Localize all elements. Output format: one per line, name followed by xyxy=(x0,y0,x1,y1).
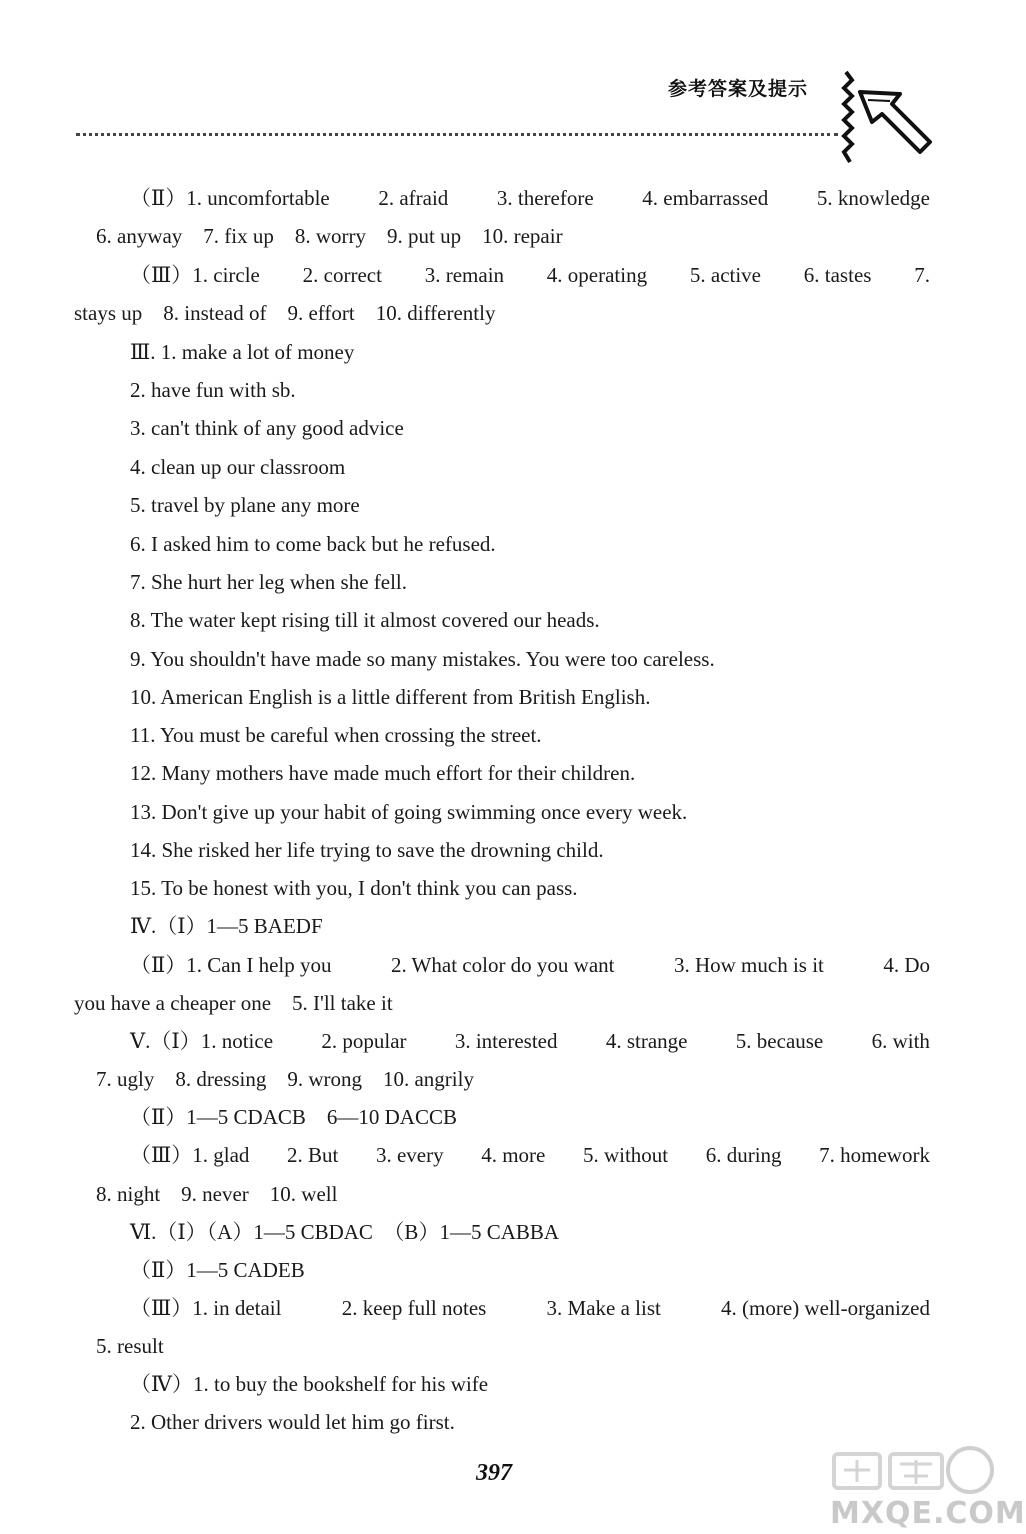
watermark-text: MXQE.COM xyxy=(830,1496,1026,1531)
section-6-part-2: （Ⅱ）1—5 CADEB xyxy=(130,1258,305,1282)
answer-item: 2. keep full notes xyxy=(341,1296,487,1320)
answer-item: 7. xyxy=(914,263,930,287)
answer-item: 5. because xyxy=(735,1029,824,1053)
sentence-item: 10. American English is a little different from British English. xyxy=(130,685,651,709)
sentence-item: 9. You shouldn't have made so many mistakes. You were too careless. xyxy=(130,647,715,671)
header-title: 参考答案及提示 xyxy=(668,78,809,100)
answer-item: 2. What color do you want xyxy=(390,953,615,977)
answer-item: 3. Make a list xyxy=(546,1296,661,1320)
arrow-emblem-icon xyxy=(838,70,938,170)
sentence-item: 12. Many mothers have made much effort for their children. xyxy=(130,761,636,785)
header-divider xyxy=(76,133,838,136)
section-2-line-2: 6. anyway 7. fix up 8. worry 9. put up 10. repair xyxy=(96,224,563,248)
answer-item: 4. strange xyxy=(605,1029,688,1053)
answer-item: 2. But xyxy=(287,1143,339,1167)
section-3-line-1 xyxy=(130,261,930,289)
section-4-part-2-line-1 xyxy=(130,951,930,979)
section-5-part-1-line-1 xyxy=(130,1027,930,1055)
answer-item: 4. Do xyxy=(883,953,930,977)
answer-item: 4. operating xyxy=(546,263,648,287)
section-3-line-2: stays up 8. instead of 9. effort 10. differently xyxy=(74,301,496,325)
answer-item: （Ⅱ）1. Can I help you xyxy=(130,953,332,977)
answer-item: 6. tastes xyxy=(803,263,872,287)
answer-item: 5. knowledge xyxy=(816,186,930,210)
section-6-part-4-line-1: （Ⅳ）1. to buy the bookshelf for his wife xyxy=(130,1372,489,1396)
answer-item: 4. embarrassed xyxy=(642,186,769,210)
answer-item: 4. (more) well-organized xyxy=(721,1296,930,1320)
section-5-part-3-line-2: 8. night 9. never 10. well xyxy=(96,1182,338,1206)
sentence-item: 7. She hurt her leg when she fell. xyxy=(130,570,408,594)
section-5-part-1-line-2: 7. ugly 8. dressing 9. wrong 10. angrily xyxy=(96,1067,474,1091)
answer-item: 2. popular xyxy=(321,1029,407,1053)
answer-item: 5. without xyxy=(582,1143,669,1167)
sentence-item: 15. To be honest with you, I don't think you can pass. xyxy=(130,876,578,900)
sentence-item: 8. The water kept rising till it almost covered our heads. xyxy=(130,608,600,632)
sentence-item: 14. She risked her life trying to save the drowning child. xyxy=(130,838,604,862)
section-4-part-1: Ⅳ.（Ⅰ）1—5 BAEDF xyxy=(130,914,323,938)
answer-item: （Ⅱ）1. uncomfortable xyxy=(130,186,330,210)
sentence-item: 2. have fun with sb. xyxy=(130,378,296,402)
sentence-item: 13. Don't give up your habit of going swimming once every week. xyxy=(130,800,688,824)
answer-item: 5. active xyxy=(689,263,762,287)
page-number: 397 xyxy=(476,1460,512,1486)
answer-item: 6. with xyxy=(871,1029,930,1053)
sentence-item: 11. You must be careful when crossing the street. xyxy=(130,723,542,747)
answer-item: 3. therefore xyxy=(496,186,594,210)
answer-item: 3. interested xyxy=(454,1029,558,1053)
answer-item: 3. How much is it xyxy=(673,953,824,977)
answer-item: Ⅴ.（Ⅰ）1. notice xyxy=(130,1029,274,1053)
section-6-part-3-line-1 xyxy=(130,1294,930,1322)
section-6-part-3-line-2: 5. result xyxy=(96,1334,164,1358)
section-4-part-2-line-2: you have a cheaper one 5. I'll take it xyxy=(74,991,393,1015)
answer-item: 2. afraid xyxy=(378,186,449,210)
answer-item: （Ⅲ）1. circle xyxy=(130,263,260,287)
section-5-part-2: （Ⅱ）1—5 CDACB 6—10 DACCB xyxy=(130,1105,457,1129)
answer-item: （Ⅲ）1. in detail xyxy=(130,1296,282,1320)
answer-item: 3. remain xyxy=(424,263,505,287)
sentence-item: 3. can't think of any good advice xyxy=(130,416,404,440)
answer-item: 6. during xyxy=(705,1143,782,1167)
answer-item: 7. homework xyxy=(819,1143,930,1167)
answer-item: 3. every xyxy=(375,1143,444,1167)
answer-item: 2. correct xyxy=(302,263,382,287)
section-6-part-4-line-2: 2. Other drivers would let him go first. xyxy=(130,1410,455,1434)
sentence-item: Ⅲ. 1. make a lot of money xyxy=(130,340,355,364)
answer-item: 4. more xyxy=(481,1143,546,1167)
section-5-part-3-line-1 xyxy=(130,1141,930,1169)
section-2-line-1 xyxy=(130,184,930,212)
section-6-part-1: Ⅵ.（Ⅰ）（A）1—5 CBDAC （B）1—5 CABBA xyxy=(130,1220,560,1244)
answer-item: （Ⅲ）1. glad xyxy=(130,1143,250,1167)
sentence-item: 5. travel by plane any more xyxy=(130,493,360,517)
sentence-item: 4. clean up our classroom xyxy=(130,455,346,479)
sentence-item: 6. I asked him to come back but he refused. xyxy=(130,532,496,556)
